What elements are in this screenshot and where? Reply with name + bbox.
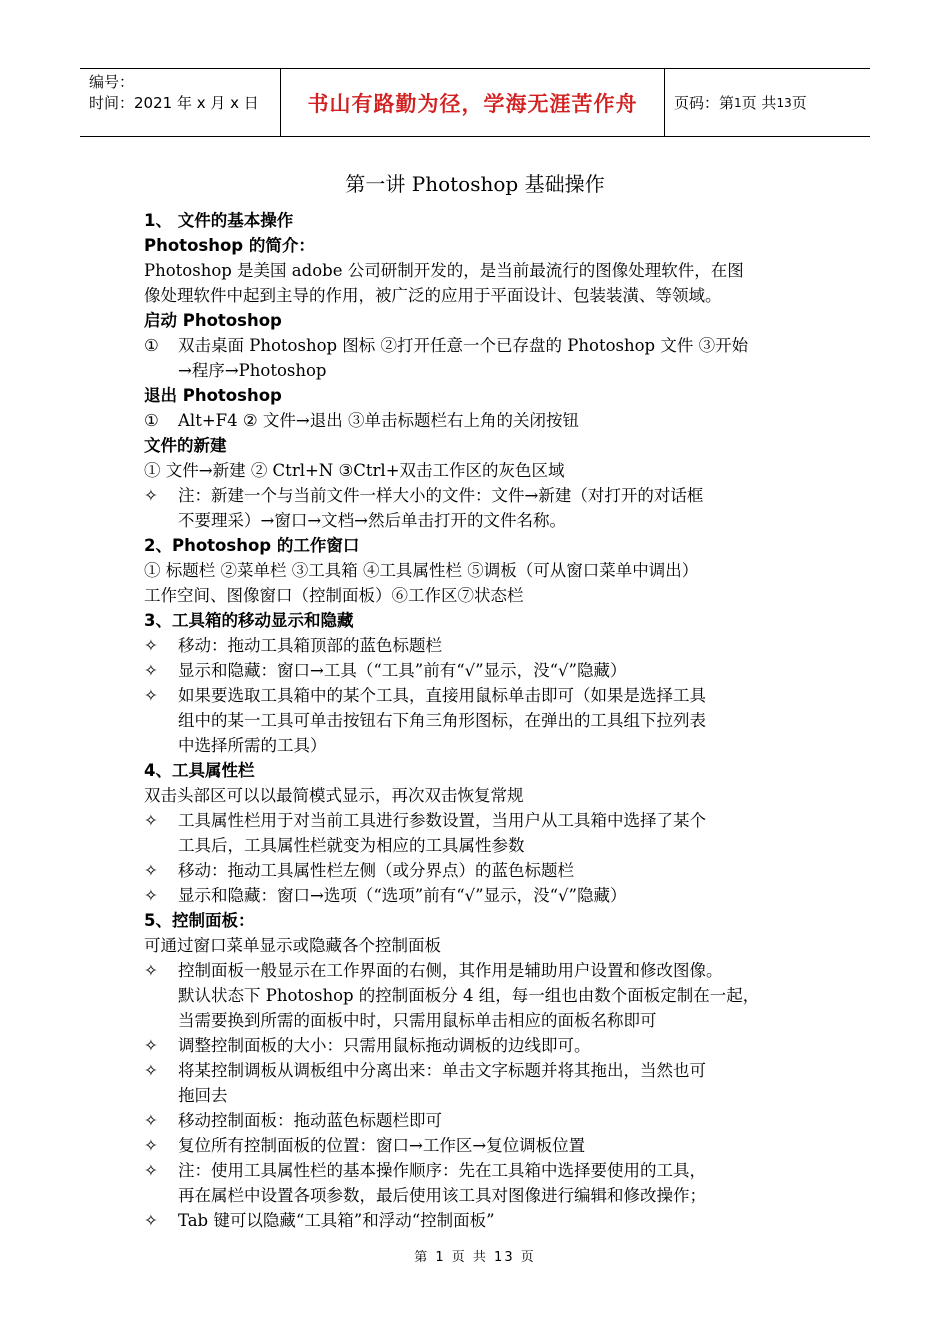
diamond-bullet-icon: ✧	[144, 636, 158, 655]
list-item	[144, 483, 814, 533]
diamond-bullet-icon: ✧	[144, 486, 158, 505]
list-item	[144, 1133, 814, 1158]
header-page-mid: 页 共	[741, 94, 777, 112]
paragraph-line: 可通过窗口菜单显示或隐藏各个控制面板	[144, 936, 441, 955]
diamond-bullet-icon: ✧	[144, 1211, 158, 1230]
list-item	[144, 683, 814, 758]
list-item	[144, 658, 814, 683]
page-footer: 第 1 页 共 13 页	[414, 1250, 536, 1265]
subsection-heading: 文件的新建	[144, 436, 227, 455]
list-item-line: 工具属性栏用于对当前工具进行参数设置，当用户从工具箱中选择了某个	[178, 811, 706, 830]
list-item-line: 默认状态下 Photoshop 的控制面板分 4 组，每一组也由数个面板定制在一起，	[178, 986, 760, 1005]
list-item-line: 注：新建一个与当前文件一样大小的文件：文件→新建（对打开的对话框	[178, 486, 704, 505]
document-body	[144, 208, 814, 1233]
section-heading: 4、工具属性栏	[144, 761, 255, 780]
header-page-suffix: 页	[791, 94, 807, 112]
list-item	[144, 858, 814, 883]
list-item-line: 拖回去	[178, 1086, 228, 1105]
paragraph-line: ① 标题栏 ②菜单栏 ③工具箱 ④工具属性栏 ⑤调板（可从窗口菜单中调出）	[144, 561, 699, 580]
list-item-line: 控制面板一般显示在工作界面的右侧，其作用是辅助用户设置和修改图像。	[178, 961, 723, 980]
list-item-line: 工具后，工具属性栏就变为相应的工具属性参数	[178, 836, 525, 855]
header-page-number: 1	[734, 95, 742, 110]
circled-number-marker: ①	[144, 336, 159, 355]
list-item-line: 显示和隐藏：窗口→工具（“工具”前有“√”显示，没“√”隐藏）	[178, 661, 627, 680]
list-item	[144, 958, 814, 1033]
diamond-bullet-icon: ✧	[144, 1036, 158, 1055]
list-item-line: →程序→Photoshop	[178, 361, 327, 380]
diamond-bullet-icon: ✧	[144, 1061, 158, 1080]
header-motto: 书山有路勤为径，学海无涯苦作舟	[281, 69, 665, 136]
list-item-line: 将某控制调板从调板组中分离出来：单击文字标题并将其拖出，当然也可	[178, 1061, 706, 1080]
diamond-bullet-icon: ✧	[144, 861, 158, 880]
diamond-bullet-icon: ✧	[144, 961, 158, 980]
section-heading: 1、 文件的基本操作	[144, 211, 294, 230]
list-item	[144, 333, 814, 383]
list-item-line: 再在属栏中设置各项参数，最后使用该工具对图像进行编辑和修改操作；	[178, 1186, 706, 1205]
list-item	[144, 1108, 814, 1133]
list-item	[144, 1208, 814, 1233]
list-item-line: 当需要换到所需的面板中时，只需用鼠标单击相应的面板名称即可	[178, 1011, 657, 1030]
list-item	[144, 1158, 814, 1208]
list-item-line: Alt+F4 ② 文件→退出 ③单击标题栏右上角的关闭按钮	[178, 411, 579, 430]
list-item-line: 移动控制面板：拖动蓝色标题栏即可	[178, 1111, 442, 1130]
list-item-line: Tab 键可以隐藏“工具箱”和浮动“控制面板”	[178, 1211, 495, 1230]
list-item	[144, 1033, 814, 1058]
paragraph-line: 双击头部区可以以最简模式显示，再次双击恢复常规	[144, 786, 524, 805]
diamond-bullet-icon: ✧	[144, 811, 158, 830]
header-number-label: 编号：	[89, 73, 135, 91]
section-heading: 2、Photoshop 的工作窗口	[144, 536, 360, 555]
subsection-heading: 启动 Photoshop	[144, 311, 282, 330]
list-item-line: 复位所有控制面板的位置：窗口→工作区→复位调板位置	[178, 1136, 586, 1155]
list-item-line: 移动：拖动工具属性栏左侧（或分界点）的蓝色标题栏	[178, 861, 574, 880]
list-item	[144, 1058, 814, 1108]
paragraph-line: 像处理软件中起到主导的作用，被广泛的应用于平面设计、包装装潢、等领域。	[144, 286, 722, 305]
header-info-cell	[80, 69, 281, 136]
diamond-bullet-icon: ✧	[144, 1161, 158, 1180]
list-item-line: 不要理采）→窗口→文档→然后单击打开的文件名称。	[178, 511, 566, 530]
list-item-line: 显示和隐藏：窗口→选项（“选项”前有“√”显示，没“√”隐藏）	[178, 886, 627, 905]
header-page-info	[665, 69, 870, 136]
paragraph-line: ① 文件→新建 ② Ctrl+N ③Ctrl+双击工作区的灰色区域	[144, 461, 565, 480]
header-page-prefix: 页码：第	[674, 94, 735, 112]
circled-number-marker: ①	[144, 411, 159, 430]
page-header	[80, 68, 870, 137]
diamond-bullet-icon: ✧	[144, 1111, 158, 1130]
document-title: 第一讲 Photoshop 基础操作	[345, 172, 605, 196]
list-item-line: 如果要选取工具箱中的某个工具，直接用鼠标单击即可（如果是选择工具	[178, 686, 706, 705]
diamond-bullet-icon: ✧	[144, 886, 158, 905]
section-heading: 5、控制面板：	[144, 911, 255, 930]
header-page-total: 13	[776, 95, 792, 110]
list-item	[144, 808, 814, 858]
subsection-heading: Photoshop 的简介：	[144, 236, 315, 255]
paragraph-line: Photoshop 是美国 adobe 公司研制开发的，是当前最流行的图像处理软件，在图	[144, 261, 744, 280]
diamond-bullet-icon: ✧	[144, 1136, 158, 1155]
list-item-line: 移动：拖动工具箱顶部的蓝色标题栏	[178, 636, 442, 655]
list-item-line: 调整控制面板的大小：只需用鼠标拖动调板的边线即可。	[178, 1036, 591, 1055]
diamond-bullet-icon: ✧	[144, 661, 158, 680]
list-item	[144, 408, 814, 433]
list-item-line: 双击桌面 Photoshop 图标 ②打开任意一个已存盘的 Photoshop 文件 ③开始	[178, 336, 749, 355]
diamond-bullet-icon: ✧	[144, 686, 158, 705]
paragraph-line: 工作空间、图像窗口（控制面板）⑥工作区⑦状态栏	[144, 586, 524, 605]
list-item	[144, 633, 814, 658]
subsection-heading: 退出 Photoshop	[144, 386, 282, 405]
list-item-line: 组中的某一工具可单击按钮右下角三角形图标，在弹出的工具组下拉列表	[178, 711, 706, 730]
list-item-line: 中选择所需的工具）	[178, 736, 327, 755]
header-time-label: 时间：2021 年 x 月 x 日	[89, 94, 259, 112]
section-heading: 3、工具箱的移动显示和隐藏	[144, 611, 354, 630]
list-item	[144, 883, 814, 908]
list-item-line: 注：使用工具属性栏的基本操作顺序：先在工具箱中选择要使用的工具，	[178, 1161, 706, 1180]
